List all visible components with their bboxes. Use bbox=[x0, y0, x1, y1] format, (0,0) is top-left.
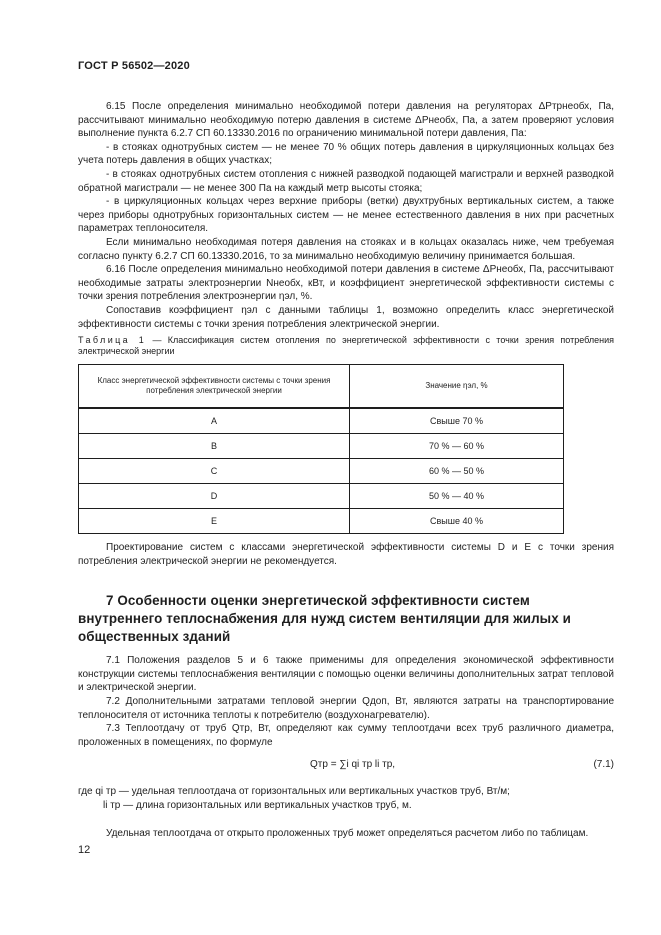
where-definition: где qi тр — удельная теплоотдача от горизонтальных или вертикальных участков труб, Вт/м; bbox=[78, 786, 510, 798]
class-cell: A bbox=[79, 408, 350, 434]
paragraph-6-16: 6.16 После определения минимально необходимой потери давления в системе ΔPнеобх, Па, рассчитывают необходимые затраты электроэнергии Nнеобх, кВт, и коэффициент энергетической эффективности системы с точки зрения потребления электроэнергии ηэл, %. bbox=[78, 264, 614, 303]
table-caption-text: — Классификация систем отопления по энергетической эффективности с точки зрения потребления электрической энергии bbox=[78, 335, 614, 357]
document-code: ГОСТ Р 56502—2020 bbox=[78, 60, 190, 72]
bullet-item: - в стояках однотрубных систем отопления с нижней разводкой подающей магистрали и верхней разводкой обратной магистрали — не менее 300 Па на каждый метр высоты стояка; bbox=[78, 168, 614, 194]
section-7-title: 7 Особенности оценки энергетической эффективности систем внутреннего теплоснабжения для нужд систем вентиляции для жилых и общественных зданий bbox=[78, 593, 571, 645]
paragraph-7-1: 7.1 Положения разделов 5 и 6 также применимы для определения экономической эффективности конструкции системы теплоснабжения вентиляции с помощью оценки величины дополнительных затрат тепловой и электрической энергии. bbox=[78, 655, 614, 694]
page-number: 12 bbox=[78, 844, 91, 856]
table-row bbox=[79, 408, 564, 434]
bullet-item: - в циркуляционных кольцах через верхние приборы (ветки) двухтрубных вертикальных систем, а также через приборы однотрубных горизонтальных систем — не менее естественного давления в них при расчетных параметрах теплоносителя. bbox=[78, 196, 614, 235]
where-definition: li тр — длина горизонтальных или вертикальных участков труб, м. bbox=[103, 800, 412, 812]
paragraph-design-note: Проектирование систем с классами энергетической эффективности системы D и E с точки зрения потребления электрической энергии не рекомендуется. bbox=[78, 542, 614, 567]
table-row bbox=[79, 509, 564, 534]
class-cell: D bbox=[79, 484, 350, 509]
value-cell: 70 % — 60 % bbox=[350, 434, 564, 459]
value-cell: 60 % — 50 % bbox=[350, 459, 564, 484]
column-header-value: Значение ηэл, % bbox=[350, 365, 564, 409]
paragraph-6-15: 6.15 После определения минимально необходимой потери давления на регуляторах ΔPтрнеобх, Па, рассчитывают минимально необходимую потерю давления в системе ΔPнеобх, Па, а затем проверяют условия выполнение пункта 6.2.7 СП 60.13330.2016 по ограничению минимальной потери давления, Па: bbox=[78, 101, 614, 140]
paragraph-compare: Сопоставив коэффициент ηэл с данными таблицы 1, возможно определить класс энергетической эффективности системы с точки зрения потребления электрической энергии. bbox=[78, 304, 614, 330]
bullet-item: - в стояках однотрубных систем — не менее 70 % общих потерь давления в циркуляционных кольцах без учета потерь давления в общих участках; bbox=[78, 141, 614, 167]
class-cell: E bbox=[79, 509, 350, 534]
value-cell: Свыше 70 % bbox=[350, 408, 564, 434]
paragraph-7-2: 7.2 Дополнительными затратами тепловой энергии Qдоп, Вт, являются затраты на транспортирование теплоносителя от источника теплоты к потребителю (воздухонагревателю). bbox=[78, 696, 614, 721]
table-caption bbox=[78, 335, 614, 357]
equation-number: (7.1) bbox=[593, 759, 614, 771]
table-row bbox=[79, 459, 564, 484]
table-row bbox=[79, 434, 564, 459]
value-cell: Свыше 40 % bbox=[350, 509, 564, 534]
formula-7-1: Qтр = ∑i qi тр li тр, bbox=[310, 759, 396, 771]
table-row bbox=[79, 484, 564, 509]
paragraph-heat-output: Удельная теплоотдача от открыто проложенных труб может определяться расчетом либо по таблицам. bbox=[106, 827, 589, 839]
column-header-class: Класс энергетической эффективности системы с точки зрения потребления электрической энергии bbox=[79, 365, 350, 409]
paragraph-min-pressure: Если минимально необходимая потеря давления на стояках и в кольцах оказалась ниже, чем требуемая согласно пункту 6.2.7 СП 60.13330.2016, то за минимально необходимую величину принимается большая. bbox=[78, 236, 614, 262]
value-cell: 50 % — 40 % bbox=[350, 484, 564, 509]
class-cell: B bbox=[79, 434, 350, 459]
page-content bbox=[78, 100, 614, 840]
formula-row bbox=[78, 755, 614, 777]
table-caption-label: Таблица 1 bbox=[78, 335, 147, 346]
energy-class-table bbox=[78, 364, 564, 534]
paragraph-7-3: 7.3 Теплоотдачу от труб Qтр, Вт, определяют как сумму теплоотдачи всех труб различного диаметра, проложенных в помещениях, по формуле bbox=[78, 723, 614, 748]
class-cell: C bbox=[79, 459, 350, 484]
